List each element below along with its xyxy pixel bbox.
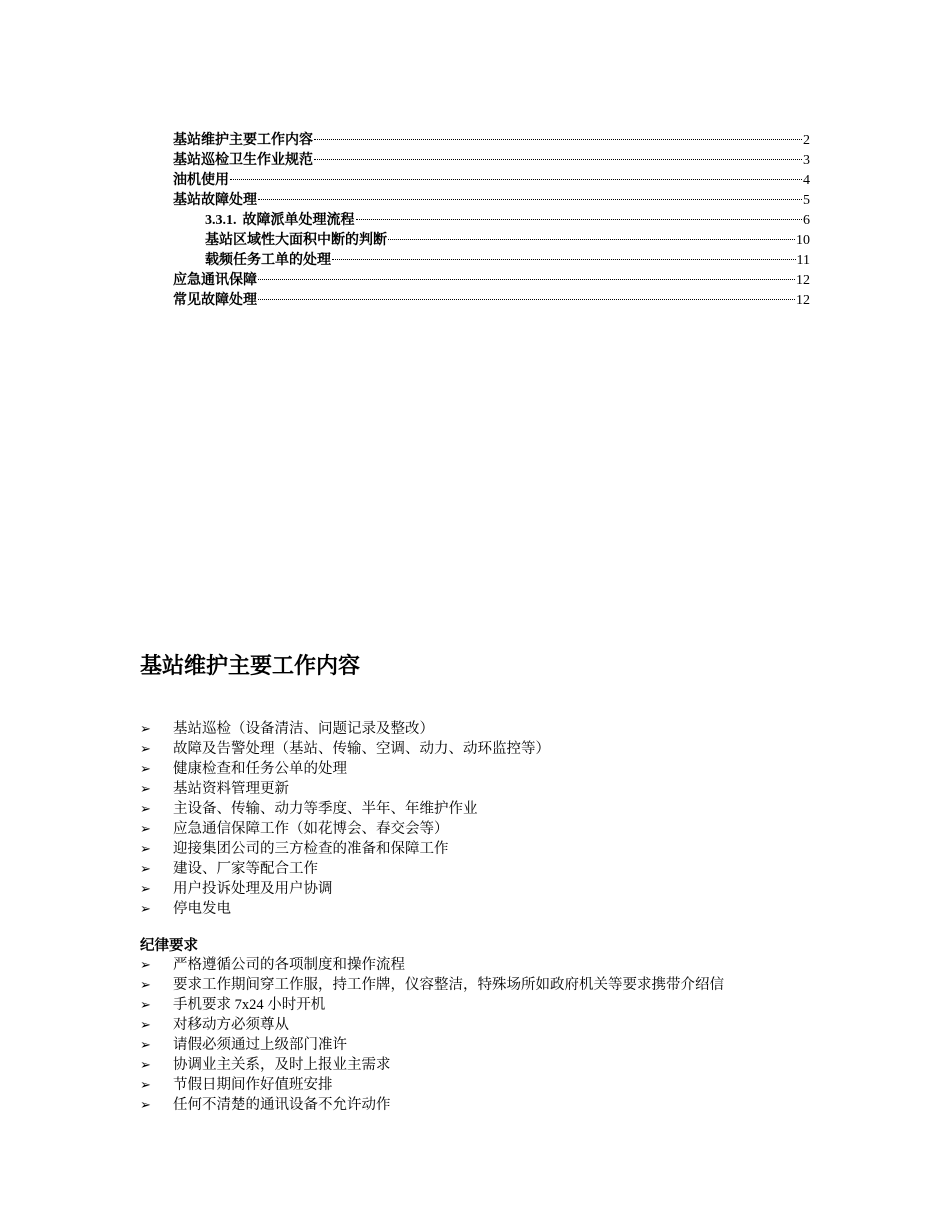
toc-title: 基站维护主要工作内容 (173, 133, 313, 148)
toc-page-number: 12 (796, 273, 810, 288)
arrow-bullet-icon: ➢ (140, 741, 151, 756)
arrow-bullet-icon: ➢ (140, 957, 151, 972)
toc-title: 基站区域性大面积中断的判断 (205, 233, 387, 248)
list-item-text: 节假日期间作好值班安排 (173, 1077, 333, 1093)
toc-page-number: 3 (803, 153, 810, 168)
list-item-text: 任何不清楚的通讯设备不允许动作 (173, 1097, 391, 1113)
toc-page-number: 2 (803, 133, 810, 148)
toc-entry[interactable] (173, 291, 810, 311)
arrow-bullet-icon: ➢ (140, 861, 151, 876)
list-item-text: 迎接集团公司的三方检查的准备和保障工作 (173, 841, 449, 857)
arrow-bullet-icon: ➢ (140, 821, 151, 836)
list-item (140, 819, 550, 839)
arrow-bullet-icon: ➢ (140, 761, 151, 776)
list-item (140, 739, 550, 759)
toc-entry[interactable] (173, 151, 810, 171)
list-item (140, 995, 724, 1015)
toc-title: 基站故障处理 (173, 193, 257, 208)
list-item-text: 严格遵循公司的各项制度和操作流程 (173, 957, 405, 973)
toc-leader (258, 199, 802, 200)
toc-entry[interactable] (173, 271, 810, 291)
list-item (140, 1075, 724, 1095)
discipline-list (140, 955, 724, 1115)
list-item (140, 1035, 724, 1055)
arrow-bullet-icon: ➢ (140, 1037, 151, 1052)
toc-leader (332, 259, 796, 260)
toc-leader (388, 239, 795, 240)
work-content-list (140, 719, 550, 919)
toc-subentry[interactable] (173, 211, 810, 231)
list-item-text: 基站巡检（设备清洁、问题记录及整改） (173, 721, 434, 737)
toc-page-number: 4 (803, 173, 810, 188)
toc-leader (356, 219, 803, 220)
arrow-bullet-icon: ➢ (140, 881, 151, 896)
toc-page-number: 11 (796, 253, 810, 268)
toc-leader (314, 159, 802, 160)
discipline-heading: 纪律要求 (140, 938, 198, 954)
toc-leader (258, 299, 795, 300)
table-of-contents (173, 131, 810, 311)
toc-page-number: 10 (796, 233, 810, 248)
toc-entry[interactable] (173, 171, 810, 191)
toc-subentry[interactable] (173, 251, 810, 271)
arrow-bullet-icon: ➢ (140, 841, 151, 856)
list-item (140, 899, 550, 919)
list-item-text: 手机要求 7x24 小时开机 (173, 997, 326, 1013)
list-item-text: 用户投诉处理及用户协调 (173, 881, 333, 897)
list-item (140, 719, 550, 739)
list-item-text: 应急通信保障工作（如花博会、春交会等） (173, 821, 449, 837)
list-item (140, 779, 550, 799)
arrow-bullet-icon: ➢ (140, 801, 151, 816)
toc-subentry[interactable] (173, 231, 810, 251)
list-item (140, 799, 550, 819)
arrow-bullet-icon: ➢ (140, 1077, 151, 1092)
toc-leader (314, 139, 802, 140)
list-item-text: 要求工作期间穿工作服，持工作牌，仪容整洁，特殊场所如政府机关等要求携带介绍信 (173, 977, 724, 993)
list-item-text: 故障及告警处理（基站、传输、空调、动力、动环监控等） (173, 741, 550, 757)
toc-page-number: 12 (796, 293, 810, 308)
list-item (140, 1095, 724, 1115)
toc-entry[interactable] (173, 191, 810, 211)
list-item (140, 1015, 724, 1035)
list-item-text: 协调业主关系，及时上报业主需求 (173, 1057, 391, 1073)
list-item (140, 1055, 724, 1075)
section-heading: 基站维护主要工作内容 (140, 653, 361, 678)
toc-title: 故障派单处理流程 (242, 213, 355, 228)
arrow-bullet-icon: ➢ (140, 997, 151, 1012)
arrow-bullet-icon: ➢ (140, 1017, 151, 1032)
list-item (140, 879, 550, 899)
list-item (140, 975, 724, 995)
toc-title: 油机使用 (173, 173, 229, 188)
toc-page-number: 5 (803, 193, 810, 208)
arrow-bullet-icon: ➢ (140, 977, 151, 992)
list-item-text: 建设、厂家等配合工作 (173, 861, 318, 877)
toc-title: 基站巡检卫生作业规范 (173, 153, 313, 168)
list-item-text: 停电发电 (173, 901, 231, 917)
toc-leader (230, 179, 802, 180)
list-item (140, 759, 550, 779)
toc-page-number: 6 (803, 213, 810, 228)
list-item-text: 请假必须通过上级部门准许 (173, 1037, 347, 1053)
list-item (140, 839, 550, 859)
toc-title: 应急通讯保障 (173, 273, 257, 288)
list-item-text: 主设备、传输、动力等季度、半年、年维护作业 (173, 801, 478, 817)
toc-title: 常见故障处理 (173, 293, 257, 308)
toc-number: 3.3.1. (205, 213, 237, 228)
list-item (140, 859, 550, 879)
arrow-bullet-icon: ➢ (140, 1097, 151, 1112)
arrow-bullet-icon: ➢ (140, 901, 151, 916)
list-item-text: 健康检查和任务公单的处理 (173, 761, 347, 777)
toc-title: 载频任务工单的处理 (205, 253, 331, 268)
arrow-bullet-icon: ➢ (140, 721, 151, 736)
toc-leader (258, 279, 795, 280)
list-item-text: 对移动方必须尊从 (173, 1017, 289, 1033)
arrow-bullet-icon: ➢ (140, 781, 151, 796)
list-item (140, 955, 724, 975)
arrow-bullet-icon: ➢ (140, 1057, 151, 1072)
list-item-text: 基站资料管理更新 (173, 781, 289, 797)
toc-entry[interactable] (173, 131, 810, 151)
